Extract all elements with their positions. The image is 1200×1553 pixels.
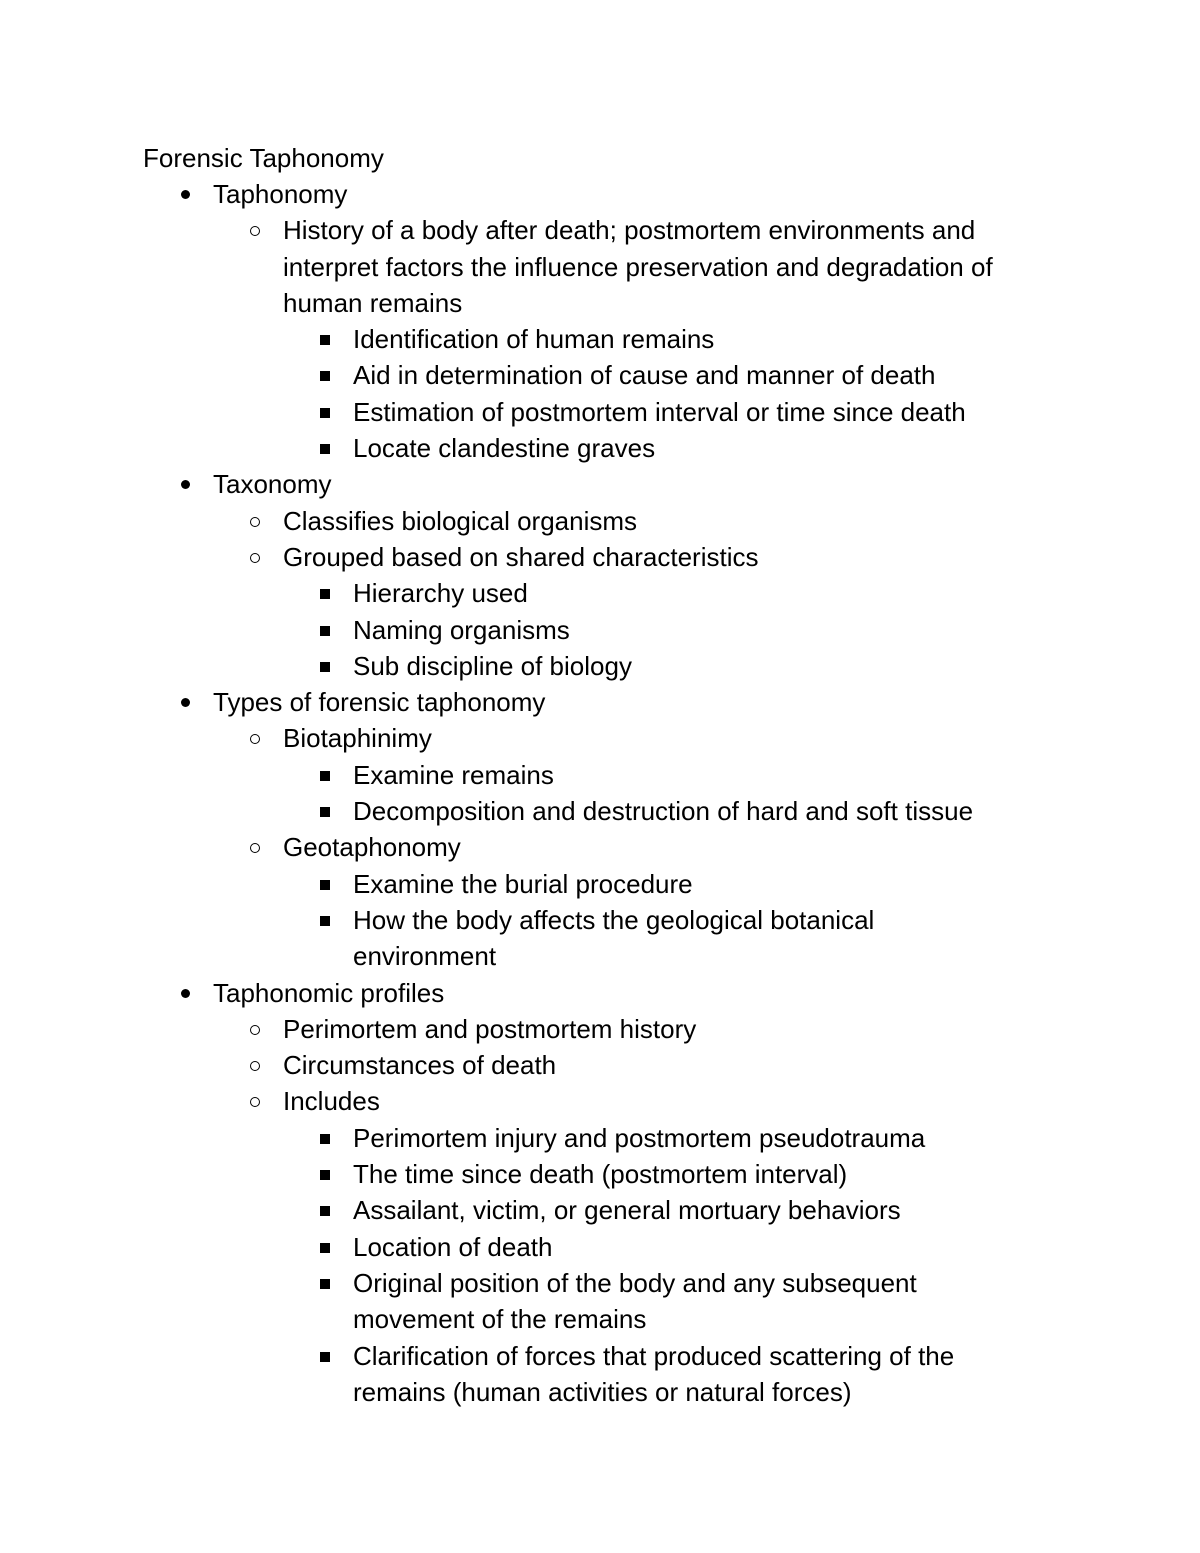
square-bullet-icon xyxy=(320,612,334,648)
outline-item-text: Clarification of forces that produced scattering of the remains (human activities or natural forces) xyxy=(353,1340,955,1407)
circle-bullet-icon xyxy=(250,1047,264,1083)
square-bullet-icon xyxy=(320,1192,334,1228)
square-bullet-icon xyxy=(320,1265,334,1301)
outline-item-text: Classifies biological organisms xyxy=(283,505,638,536)
outline-item-text: Location of death xyxy=(353,1231,553,1262)
outline-item-text: Locate clandestine graves xyxy=(353,433,656,464)
outline-item-text: Types of forensic taphonomy xyxy=(213,687,546,718)
outline-item-level-3 xyxy=(0,1265,1200,1338)
square-bullet-icon xyxy=(320,866,334,902)
outline-item-level-2 xyxy=(0,539,1200,575)
circle-bullet-icon xyxy=(250,503,264,539)
outline-item-text: The time since death (postmortem interval) xyxy=(353,1159,848,1190)
outline-item-text: Biotaphinimy xyxy=(283,723,432,754)
circle-bullet-icon xyxy=(250,720,264,756)
outline-item-level-2 xyxy=(0,1083,1200,1119)
outline-item-text: Aid in determination of cause and manner of death xyxy=(353,360,936,391)
outline-item-level-3 xyxy=(0,575,1200,611)
outline-item-level-3 xyxy=(0,1156,1200,1192)
square-bullet-icon xyxy=(320,648,334,684)
disc-bullet-icon xyxy=(181,466,193,502)
outline-item-text: Taphonomy xyxy=(213,179,348,209)
outline-item-text: History of a body after death; postmortem environments and interpret factors the influence preservation and degradation of human remains xyxy=(283,215,993,318)
outline-item-level-3 xyxy=(0,430,1200,466)
outline-item-text: Examine remains xyxy=(353,759,554,790)
outline-item-level-2 xyxy=(0,1011,1200,1047)
outline-item-text: Sub discipline of biology xyxy=(353,650,632,681)
outline-item-text: Assailant, victim, or general mortuary behaviors xyxy=(353,1195,901,1226)
outline-item-level-3 xyxy=(0,1120,1200,1156)
circle-bullet-icon xyxy=(250,212,264,248)
outline-item-level-2 xyxy=(0,503,1200,539)
outline-item-level-2 xyxy=(0,829,1200,865)
outline-item-level-3 xyxy=(0,394,1200,430)
outline-item-level-3 xyxy=(0,793,1200,829)
square-bullet-icon xyxy=(320,321,334,357)
outline-item-text: Examine the burial procedure xyxy=(353,868,693,899)
outline-item-level-3 xyxy=(0,648,1200,684)
outline-item-level-3 xyxy=(0,757,1200,793)
outline-item-level-3 xyxy=(0,1338,1200,1411)
outline-item-text: How the body affects the geological botanical environment xyxy=(353,904,875,972)
square-bullet-icon xyxy=(320,575,334,611)
square-bullet-icon xyxy=(320,1338,334,1374)
disc-bullet-icon xyxy=(181,975,193,1011)
outline-item-level-3 xyxy=(0,866,1200,902)
outline-item-level-1 xyxy=(0,975,1200,1011)
square-bullet-icon xyxy=(320,1120,334,1156)
outline-item-text: Perimortem injury and postmortem pseudotrauma xyxy=(353,1122,926,1153)
outline-item-text: Grouped based on shared characteristics xyxy=(283,541,759,572)
outline-item-text: Naming organisms xyxy=(353,614,570,645)
square-bullet-icon xyxy=(320,430,334,466)
outline-item-level-3 xyxy=(0,612,1200,648)
outline-list xyxy=(0,176,1200,1410)
circle-bullet-icon xyxy=(250,1083,264,1119)
square-bullet-icon xyxy=(320,1229,334,1265)
square-bullet-icon xyxy=(320,394,334,430)
outline-item-text: Taphonomic profiles xyxy=(213,977,445,1008)
disc-bullet-icon xyxy=(181,176,193,212)
outline-item-level-1 xyxy=(0,466,1200,502)
outline-item-level-2 xyxy=(0,720,1200,756)
outline-item-text: Decomposition and destruction of hard and soft tissue xyxy=(353,796,974,827)
outline-item-level-3 xyxy=(0,1229,1200,1265)
outline-item-text: Taxonomy xyxy=(213,469,332,500)
outline-item-text: Hierarchy used xyxy=(353,578,528,609)
square-bullet-icon xyxy=(320,793,334,829)
outline-item-level-3 xyxy=(0,902,1200,975)
outline-item-text: Perimortem and postmortem history xyxy=(283,1013,697,1044)
outline-item-text: Includes xyxy=(283,1086,380,1117)
square-bullet-icon xyxy=(320,1156,334,1192)
outline-item-text: Original position of the body and any subsequent movement of the remains xyxy=(353,1267,917,1335)
square-bullet-icon xyxy=(320,757,334,793)
square-bullet-icon xyxy=(320,357,334,393)
outline-item-level-3 xyxy=(0,321,1200,357)
circle-bullet-icon xyxy=(250,1011,264,1047)
outline-item-level-2 xyxy=(0,212,1200,321)
outline-item-level-1 xyxy=(0,176,1200,212)
outline-item-text: Identification of human remains xyxy=(353,324,715,355)
square-bullet-icon xyxy=(320,902,334,938)
disc-bullet-icon xyxy=(181,684,193,720)
circle-bullet-icon xyxy=(250,829,264,865)
outline-item-level-1 xyxy=(0,684,1200,720)
circle-bullet-icon xyxy=(250,539,264,575)
outline-item-text: Circumstances of death xyxy=(283,1050,557,1081)
outline-item-level-2 xyxy=(0,1047,1200,1083)
outline-item-text: Geotaphonomy xyxy=(283,832,461,863)
outline-item-level-3 xyxy=(0,1192,1200,1228)
outline-item-text: Estimation of postmortem interval or time since death xyxy=(353,396,966,427)
outline-item-level-3 xyxy=(0,357,1200,393)
document-title: Forensic Taphonomy xyxy=(143,143,384,173)
